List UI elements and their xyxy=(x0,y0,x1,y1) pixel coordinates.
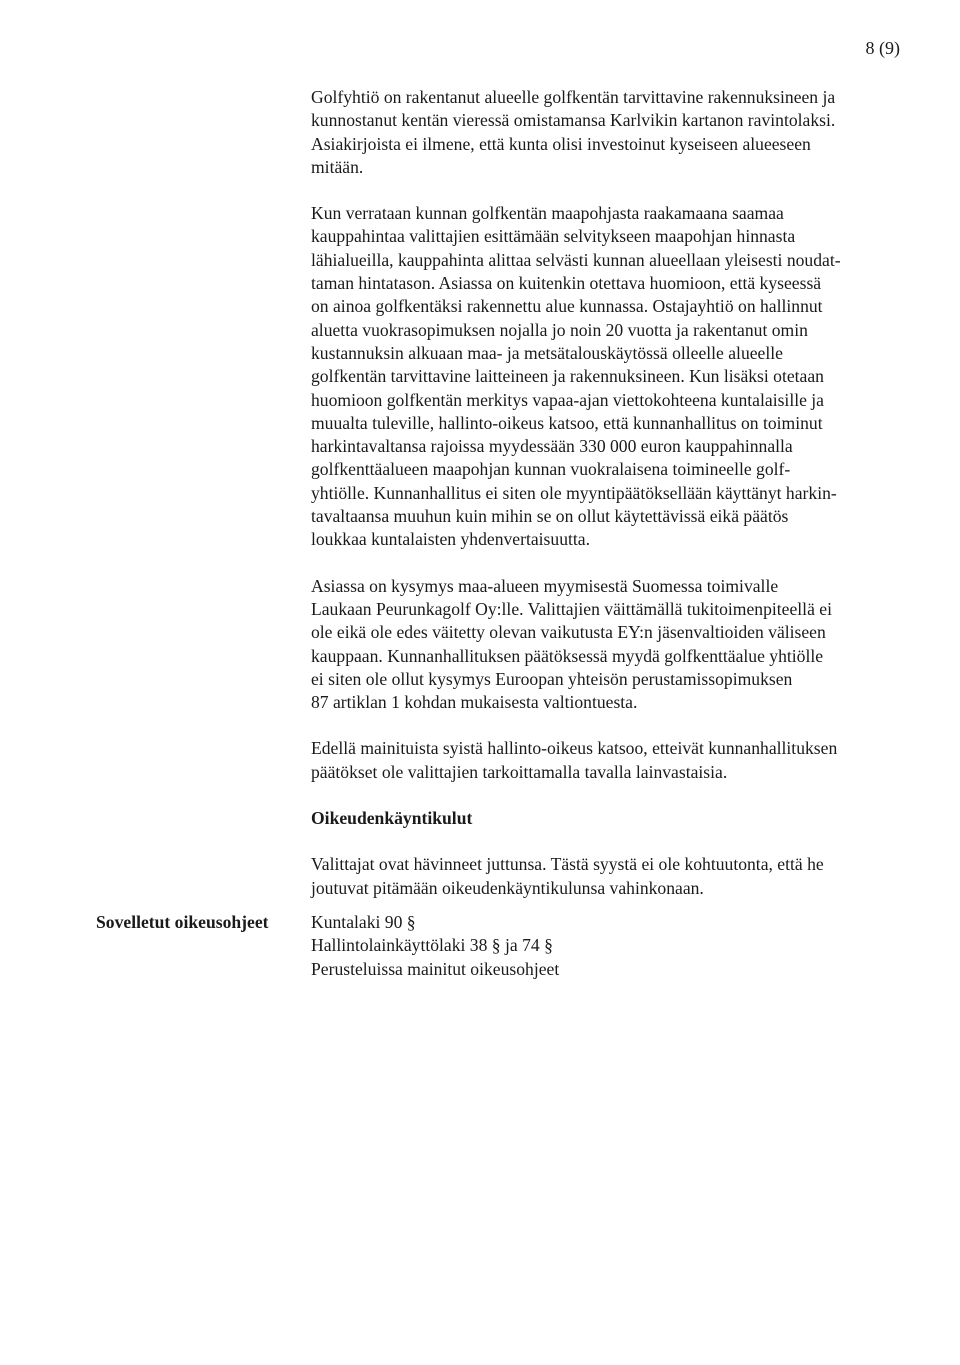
paragraph-price-comparison: Kun verrataan kunnan golfkentän maapohjasta raakamaana saamaa kauppahintaa valittajien esittämään selvitykseen maapohjan hinnasta lähialueilla, kauppahinta alittaa selvästi kunnan alueellaan yleisesti noudat- taman hintatason. Asiassa on kuitenkin otettava huomioon, että kyseessä on ainoa golfkentäksi rakennettu alue kunnassa. Ostajayhtiö on hallinnut aluetta vuokrasopimuksen nojalla jo noin 20 vuotta ja rakentanut omin kustannuksin alkuaan maa- ja metsätalouskäytössä olleelle alueelle golfkentän tarvittavine laitteineen ja rakennuksineen. Kun lisäksi otetaan huomioon golfkentän merkitys vapaa-ajan viettokohteena kuntalaisille ja muualta tuleville, hallinto-oikeus katsoo, että kunnanhallitus on toiminut harkintavaltansa rajoissa myydessään 330 000 euron kauppahinnalla golfkenttäalueen maapohjan kunnan vuokralaisena toimineelle golf- yhtiölle. Kunnanhallitus ei siten ole myyntipäätöksellään käyttänyt harkin- tavaltaansa muuhun kuin mihin se on ollut käytettävissä eikä päätös loukkaa kuntalaisten yhdenvertaisuutta. xyxy=(311,203,841,550)
applied-statutes-list xyxy=(311,911,711,981)
costs-paragraph: Valittajat ovat hävinneet juttunsa. Tästä syystä ei ole kohtuutonta, että he joutuvat pitämään oikeudenkäyntikulunsa vahinkonaan. xyxy=(311,854,824,898)
statute-item: Hallintolainkäyttölaki 38 § ja 74 § xyxy=(311,935,553,956)
costs-heading: Oikeudenkäyntikulut xyxy=(311,808,473,829)
decision-body xyxy=(311,86,901,900)
page-number: 8 (9) xyxy=(865,38,900,58)
paragraph-state-aid: Asiassa on kysymys maa-alueen myymisestä Suomessa toimivalle Laukaan Peurunkagolf Oy:lle. Valittajien väittämällä tukitoimenpiteellä ei ole eikä ole edes väitetty olevan vaikutusta EY:n jäsenvaltioiden väliseen kauppaan. Kunnanhallituksen päätöksessä myydä golfkenttäalue yhtiölle ei siten ole ollut kysymys Euroopan yhteisön perustamissopimuksen 87 artiklan 1 kohdan mukaisesta valtiontuesta. xyxy=(311,575,832,713)
paragraph-conclusion: Edellä mainituista syistä hallinto-oikeus katsoo, etteivät kunnanhallituksen päätökset ole valittajien tarkoittamalla tavalla lainvastaisia. xyxy=(311,738,838,782)
statute-item: Perusteluissa mainitut oikeusohjeet xyxy=(311,958,560,979)
paragraph-golf-company-construction: Golfyhtiö on rakentanut alueelle golfkentän tarvittavine rakennuksineen ja kunnostanut kentän vieressä omistamansa Karlvikin kartanon ravintolaksi. Asiakirjoista ei ilmene, että kunta olisi investoinut kyseiseen alueeseen mitään. xyxy=(311,87,836,177)
statute-item: Kuntalaki 90 § xyxy=(311,912,416,932)
applied-statutes-label: Sovelletut oikeusohjeet xyxy=(96,912,269,932)
